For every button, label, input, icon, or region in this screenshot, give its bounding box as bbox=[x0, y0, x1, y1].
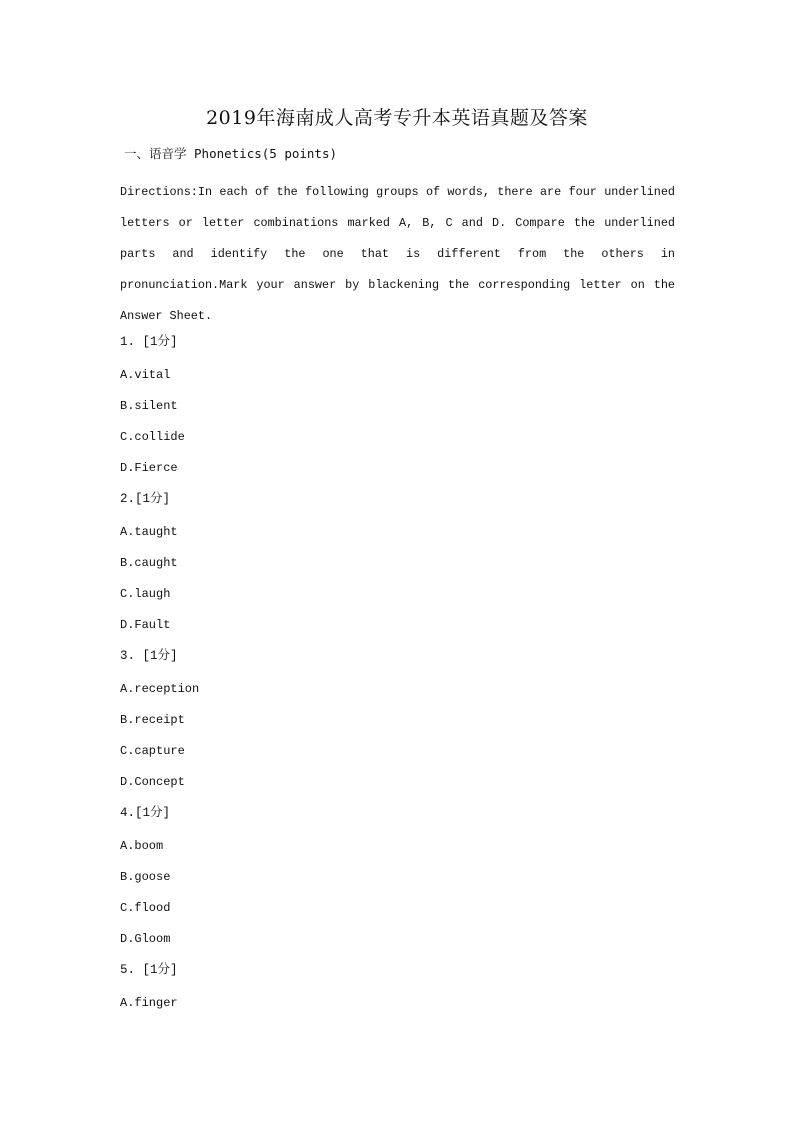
answer-option: B.silent bbox=[120, 399, 178, 413]
answer-option: D.Fierce bbox=[120, 461, 178, 475]
answer-option: C.capture bbox=[120, 744, 185, 758]
directions-paragraph: Directions:In each of the following groups of words, there are four underlined letters or letter combinations marked A, B, C and D. Compare the underlined parts and identify the one that is different from the others in pronunciation.Mark your answer by blackening the corresponding letter on the Answer Sheet. bbox=[120, 185, 675, 323]
answer-option: A.reception bbox=[120, 682, 200, 696]
answer-option: D.Fault bbox=[120, 618, 171, 632]
answer-option: C.laugh bbox=[120, 587, 171, 601]
answer-option: D.Concept bbox=[120, 775, 185, 789]
page-title: 2019年海南成人高考专升本英语真题及答案 bbox=[206, 107, 588, 129]
question-label: 3. [1分] bbox=[120, 649, 178, 663]
question-label: 4.[1分] bbox=[120, 806, 171, 820]
question-label: 5. [1分] bbox=[120, 963, 178, 977]
answer-option: C.flood bbox=[120, 901, 171, 915]
answer-option: A.boom bbox=[120, 839, 164, 853]
section-heading: 一、语音学 Phonetics(5 points) bbox=[124, 146, 338, 161]
answer-option: B.caught bbox=[120, 556, 178, 570]
answer-option: A.vital bbox=[120, 368, 171, 382]
question-list bbox=[120, 330, 199, 1022]
answer-option: D.Gloom bbox=[120, 932, 171, 946]
answer-option: A.finger bbox=[120, 996, 178, 1010]
question-label: 1. [1分] bbox=[120, 335, 178, 349]
answer-option: B.receipt bbox=[120, 713, 185, 727]
answer-option: A.taught bbox=[120, 525, 178, 539]
answer-option: C.collide bbox=[120, 430, 185, 444]
answer-option: B.goose bbox=[120, 870, 171, 884]
question-label: 2.[1分] bbox=[120, 492, 171, 506]
